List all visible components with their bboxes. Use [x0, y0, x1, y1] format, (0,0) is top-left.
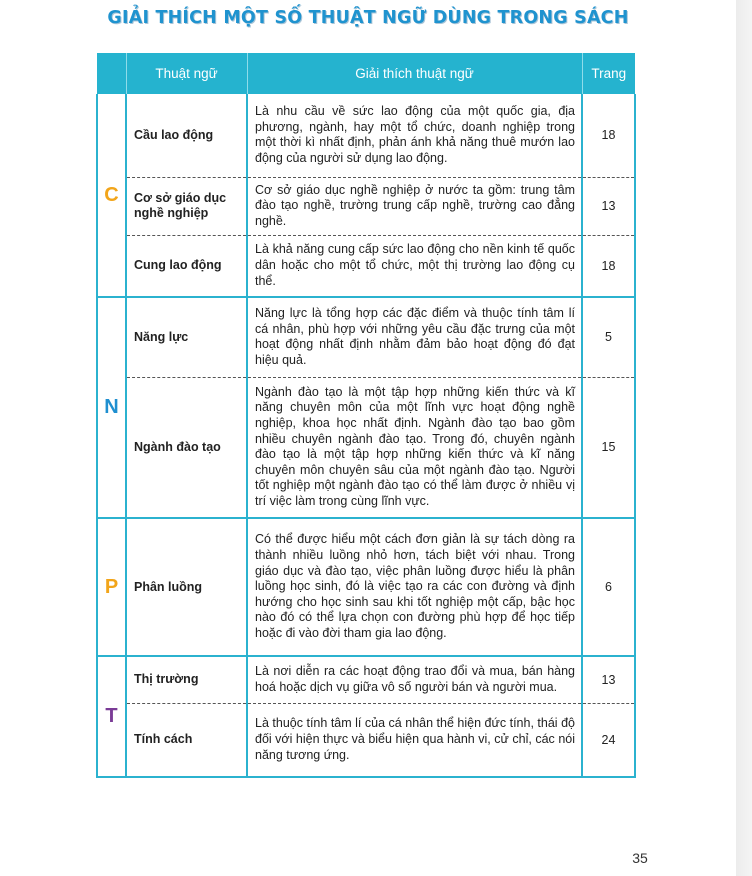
- header-term: Thuật ngữ: [126, 53, 247, 94]
- page-edge-shadow: [736, 0, 752, 876]
- group-letter-t: T: [97, 656, 126, 777]
- term-cell: Tính cách: [126, 703, 247, 777]
- explanation-cell: Là thuộc tính tâm lí của cá nhân thể hiện đức tính, thái độ đối với hiện thực và biểu hiện qua hành vi, cử chỉ, các nói năng tương ứng.: [247, 703, 582, 777]
- page-cell: 13: [582, 177, 635, 235]
- table-row: [97, 297, 635, 377]
- term-cell: Ngành đào tạo: [126, 377, 247, 518]
- page-number: 35: [632, 850, 648, 866]
- explanation-cell: Là nhu cầu về sức lao động của một quốc gia, địa phương, ngành, hay một tổ chức, doanh nghiệp trong một thời kì nhất định, phản ánh khả năng thuê mướn lao động của người sử dụng lao động.: [247, 94, 582, 177]
- term-cell: Cơ sở giáo dục nghề nghiệp: [126, 177, 247, 235]
- header-letter: [97, 53, 126, 94]
- page-title: GIẢI THÍCH MỘT SỐ THUẬT NGỮ DÙNG TRONG SÁCH: [107, 8, 629, 28]
- page-cell: 18: [582, 94, 635, 177]
- term-cell: Cầu lao động: [126, 94, 247, 177]
- explanation-cell: Năng lực là tổng hợp các đặc điểm và thuộc tính tâm lí cá nhân, phù hợp với những yêu cầu đặc trưng của một hoạt động nhất định nhằm đảm bảo hoạt động đó đạt hiệu quả.: [247, 297, 582, 377]
- table-row: [97, 377, 635, 518]
- page-cell: 15: [582, 377, 635, 518]
- term-cell: Thị trường: [126, 656, 247, 703]
- page-cell: 24: [582, 703, 635, 777]
- page-cell: 5: [582, 297, 635, 377]
- table-row: [97, 177, 635, 235]
- glossary-table: [96, 53, 636, 778]
- explanation-cell: Ngành đào tạo là một tập hợp những kiến thức và kĩ năng chuyên môn của một lĩnh vực hoạt động nghề nghiệp, khoa học nhất định. Ngành đào tạo bao gồm nhiều chuyên ngành đào tạo. Trong đó, chuyên ngành đào tạo là một tập hợp những kiến thức và kĩ năng chuyên môn chuyên sâu của một ngành đào tạo. Người tốt nghiệp một ngành đào tạo có thể làm được ở nhiều vị trí việc làm trong cùng lĩnh vực.: [247, 377, 582, 518]
- explanation-cell: Có thể được hiểu một cách đơn giản là sự tách dòng ra thành nhiều luồng nhỏ hơn, tách biệt với nhau. Trong giáo dục và đào tạo, việc phân luồng được hiểu là phân luồng học sinh, đó là việc tạo ra các con đường và định hướng cho học sinh sau khi tốt nghiệp một cấp, bậc học nào đó có thể lựa chọn con đường phù hợp để học tiếp hoặc đi vào đời tham gia lao động.: [247, 518, 582, 656]
- term-cell: Phân luồng: [126, 518, 247, 656]
- table-row: [97, 94, 635, 177]
- explanation-cell: Cơ sở giáo dục nghề nghiệp ở nước ta gồm: trung tâm đào tạo nghề, trường trung cấp nghề, trường cao đẳng nghề.: [247, 177, 582, 235]
- explanation-cell: Là nơi diễn ra các hoạt động trao đổi và mua, bán hàng hoá hoặc dịch vụ giữa vô số người bán và người mua.: [247, 656, 582, 703]
- page-cell: 18: [582, 235, 635, 297]
- table-row: [97, 703, 635, 777]
- header-page: Trang: [582, 53, 635, 94]
- header-explanation: Giải thích thuật ngữ: [247, 53, 582, 94]
- page-cell: 6: [582, 518, 635, 656]
- table-row: [97, 656, 635, 703]
- page-cell: 13: [582, 656, 635, 703]
- explanation-cell: Là khả năng cung cấp sức lao động cho nền kinh tế quốc dân hoặc cho một tổ chức, một thị trường lao động cụ thể.: [247, 235, 582, 297]
- table-row: [97, 235, 635, 297]
- group-letter-c: C: [97, 94, 126, 297]
- term-cell: Năng lực: [126, 297, 247, 377]
- header-row: [97, 53, 635, 94]
- group-letter-n: N: [97, 297, 126, 518]
- group-letter-p: P: [97, 518, 126, 656]
- term-cell: Cung lao động: [126, 235, 247, 297]
- table-row: [97, 518, 635, 656]
